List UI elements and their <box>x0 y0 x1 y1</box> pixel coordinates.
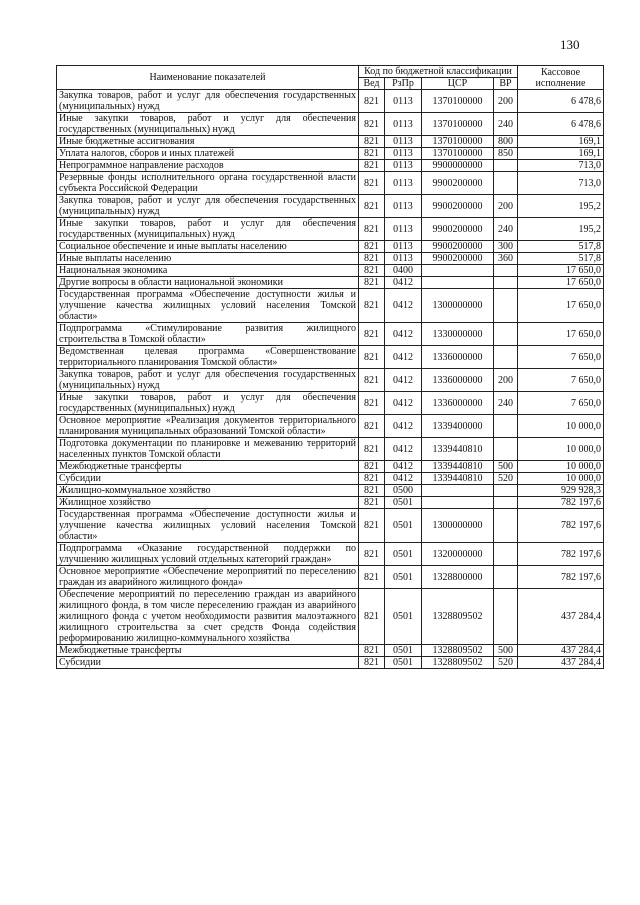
row-vr <box>494 543 518 566</box>
row-vr <box>494 497 518 509</box>
row-rzpr: 0113 <box>385 218 422 241</box>
row-ved: 821 <box>359 160 385 172</box>
table-row <box>57 253 604 265</box>
row-rzpr: 0113 <box>385 241 422 253</box>
row-name: Резервные фонды исполнительного органа государственной власти субъекта Российской Федерации <box>57 172 359 195</box>
row-sum: 195,2 <box>518 195 604 218</box>
row-rzpr: 0113 <box>385 113 422 136</box>
row-name: Субсидии <box>57 473 359 485</box>
row-csr: 9900200000 <box>422 253 494 265</box>
row-name: Жилищное хозяйство <box>57 497 359 509</box>
table-row <box>57 195 604 218</box>
row-csr: 1339440810 <box>422 438 494 461</box>
row-name: Иные закупки товаров, работ и услуг для обеспечения государственных (муниципальных) нужд <box>57 113 359 136</box>
row-vr <box>494 415 518 438</box>
row-name: Другие вопросы в области национальной экономики <box>57 277 359 289</box>
row-rzpr: 0412 <box>385 438 422 461</box>
row-name: Жилищно-коммунальное хозяйство <box>57 485 359 497</box>
row-csr: 1328800000 <box>422 566 494 589</box>
table-row <box>57 543 604 566</box>
header-csr: ЦСР <box>422 78 494 90</box>
row-csr: 1370100000 <box>422 148 494 160</box>
row-ved: 821 <box>359 265 385 277</box>
row-ved: 821 <box>359 172 385 195</box>
row-vr <box>494 509 518 543</box>
row-name: Обеспечение мероприятий по переселению граждан из аварийного жилищного фонда, в том числе переселению граждан из аварийного жилищного фонда с учетом необходимости развития малоэтажного жилищного строительства за счет средств Фонда содействия реформированию жилищно-коммунального хозяйства <box>57 589 359 645</box>
row-name: Социальное обеспечение и иные выплаты населению <box>57 241 359 253</box>
row-csr: 1370100000 <box>422 90 494 113</box>
row-rzpr: 0412 <box>385 323 422 346</box>
row-name: Национальная экономика <box>57 265 359 277</box>
row-csr: 9900200000 <box>422 195 494 218</box>
row-sum: 17 650,0 <box>518 265 604 277</box>
header-execution: Кассовое исполнение <box>518 66 604 90</box>
row-csr <box>422 265 494 277</box>
table-row <box>57 415 604 438</box>
table-row <box>57 657 604 669</box>
row-ved: 821 <box>359 509 385 543</box>
row-sum: 17 650,0 <box>518 277 604 289</box>
row-name: Иные закупки товаров, работ и услуг для обеспечения государственных (муниципальных) нужд <box>57 392 359 415</box>
row-vr: 240 <box>494 113 518 136</box>
table-row <box>57 497 604 509</box>
row-rzpr: 0113 <box>385 148 422 160</box>
table-row <box>57 172 604 195</box>
row-rzpr: 0500 <box>385 485 422 497</box>
row-sum: 6 478,6 <box>518 113 604 136</box>
row-csr: 1339440810 <box>422 473 494 485</box>
row-vr <box>494 438 518 461</box>
row-csr: 1336000000 <box>422 369 494 392</box>
row-name: Межбюджетные трансферты <box>57 645 359 657</box>
row-csr: 1328809502 <box>422 657 494 669</box>
row-sum: 169,1 <box>518 136 604 148</box>
row-csr: 1370100000 <box>422 136 494 148</box>
row-ved: 821 <box>359 657 385 669</box>
table-row <box>57 289 604 323</box>
row-csr: 9900000000 <box>422 160 494 172</box>
table-row <box>57 277 604 289</box>
row-sum: 782 197,6 <box>518 543 604 566</box>
table-row <box>57 113 604 136</box>
row-rzpr: 0412 <box>385 289 422 323</box>
row-sum: 195,2 <box>518 218 604 241</box>
row-rzpr: 0501 <box>385 657 422 669</box>
row-csr: 1320000000 <box>422 543 494 566</box>
page-number: 130 <box>560 37 580 52</box>
header-code-group: Код по бюджетной классификации <box>359 66 518 78</box>
header-name: Наименование показателей <box>57 66 359 90</box>
row-sum: 10 000,0 <box>518 415 604 438</box>
table-row <box>57 160 604 172</box>
row-ved: 821 <box>359 589 385 645</box>
row-ved: 821 <box>359 461 385 473</box>
row-sum: 10 000,0 <box>518 473 604 485</box>
row-rzpr: 0412 <box>385 369 422 392</box>
row-sum: 929 928,3 <box>518 485 604 497</box>
row-ved: 821 <box>359 497 385 509</box>
row-name: Государственная программа «Обеспечение доступности жилья и улучшение качества жилищных условий населения Томской области» <box>57 289 359 323</box>
row-ved: 821 <box>359 277 385 289</box>
row-name: Закупка товаров, работ и услуг для обеспечения государственных (муниципальных) нужд <box>57 90 359 113</box>
row-sum: 10 000,0 <box>518 438 604 461</box>
row-vr: 500 <box>494 461 518 473</box>
row-rzpr: 0501 <box>385 497 422 509</box>
row-vr <box>494 172 518 195</box>
row-ved: 821 <box>359 136 385 148</box>
row-sum: 517,8 <box>518 241 604 253</box>
row-sum: 782 197,6 <box>518 497 604 509</box>
row-vr: 520 <box>494 657 518 669</box>
row-sum: 437 284,4 <box>518 657 604 669</box>
table-row <box>57 148 604 160</box>
row-sum: 7 650,0 <box>518 369 604 392</box>
row-csr: 1328809502 <box>422 589 494 645</box>
row-vr: 240 <box>494 218 518 241</box>
row-csr: 9900200000 <box>422 241 494 253</box>
row-ved: 821 <box>359 473 385 485</box>
row-csr: 1339440810 <box>422 461 494 473</box>
row-vr: 850 <box>494 148 518 160</box>
row-sum: 713,0 <box>518 172 604 195</box>
row-ved: 821 <box>359 195 385 218</box>
row-csr: 1370100000 <box>422 113 494 136</box>
row-rzpr: 0113 <box>385 90 422 113</box>
row-rzpr: 0113 <box>385 136 422 148</box>
row-sum: 6 478,6 <box>518 90 604 113</box>
row-csr: 1300000000 <box>422 289 494 323</box>
row-vr <box>494 323 518 346</box>
row-ved: 821 <box>359 218 385 241</box>
row-csr: 9900200000 <box>422 172 494 195</box>
row-csr <box>422 485 494 497</box>
row-ved: 821 <box>359 346 385 369</box>
row-ved: 821 <box>359 113 385 136</box>
row-ved: 821 <box>359 90 385 113</box>
row-sum: 10 000,0 <box>518 461 604 473</box>
row-vr: 500 <box>494 645 518 657</box>
row-name: Закупка товаров, работ и услуг для обеспечения государственных (муниципальных) нужд <box>57 369 359 392</box>
table-row <box>57 438 604 461</box>
row-vr: 360 <box>494 253 518 265</box>
row-name: Основное мероприятие «Реализация документов территориального планирования муниципальных образований Томской области» <box>57 415 359 438</box>
row-ved: 821 <box>359 323 385 346</box>
table-row <box>57 90 604 113</box>
row-name: Иные бюджетные ассигнования <box>57 136 359 148</box>
table-row <box>57 392 604 415</box>
table-row <box>57 509 604 543</box>
table-row <box>57 265 604 277</box>
table-row <box>57 241 604 253</box>
row-csr: 1339400000 <box>422 415 494 438</box>
row-rzpr: 0113 <box>385 253 422 265</box>
row-sum: 7 650,0 <box>518 392 604 415</box>
row-name: Подпрограмма «Оказание государственной поддержки по улучшению жилищных условий отдельных категорий граждан» <box>57 543 359 566</box>
row-rzpr: 0501 <box>385 509 422 543</box>
row-ved: 821 <box>359 148 385 160</box>
row-vr: 520 <box>494 473 518 485</box>
row-vr <box>494 485 518 497</box>
row-vr: 200 <box>494 369 518 392</box>
row-vr <box>494 589 518 645</box>
row-ved: 821 <box>359 415 385 438</box>
row-rzpr: 0412 <box>385 346 422 369</box>
table-row <box>57 346 604 369</box>
row-vr: 200 <box>494 195 518 218</box>
row-rzpr: 0501 <box>385 566 422 589</box>
table-row <box>57 461 604 473</box>
row-name: Подготовка документации по планировке и межеванию территорий населенных пунктов Томской области <box>57 438 359 461</box>
table-row <box>57 473 604 485</box>
row-name: Иные выплаты населению <box>57 253 359 265</box>
row-sum: 782 197,6 <box>518 509 604 543</box>
row-csr: 1336000000 <box>422 392 494 415</box>
row-ved: 821 <box>359 438 385 461</box>
row-csr <box>422 497 494 509</box>
row-ved: 821 <box>359 543 385 566</box>
row-sum: 782 197,6 <box>518 566 604 589</box>
row-ved: 821 <box>359 645 385 657</box>
row-vr <box>494 566 518 589</box>
row-vr <box>494 346 518 369</box>
row-ved: 821 <box>359 241 385 253</box>
row-vr <box>494 265 518 277</box>
row-rzpr: 0412 <box>385 473 422 485</box>
row-rzpr: 0501 <box>385 543 422 566</box>
row-name: Межбюджетные трансферты <box>57 461 359 473</box>
row-vr: 240 <box>494 392 518 415</box>
row-name: Субсидии <box>57 657 359 669</box>
row-name: Иные закупки товаров, работ и услуг для обеспечения государственных (муниципальных) нужд <box>57 218 359 241</box>
row-ved: 821 <box>359 485 385 497</box>
row-sum: 437 284,4 <box>518 645 604 657</box>
row-csr: 9900200000 <box>422 218 494 241</box>
row-ved: 821 <box>359 369 385 392</box>
table-row <box>57 589 604 645</box>
table-body <box>57 90 604 669</box>
row-vr <box>494 277 518 289</box>
row-name: Ведомственная целевая программа «Совершенствование территориального планирования Томской области» <box>57 346 359 369</box>
row-csr: 1330000000 <box>422 323 494 346</box>
row-sum: 437 284,4 <box>518 589 604 645</box>
row-rzpr: 0412 <box>385 461 422 473</box>
table-header <box>57 66 604 90</box>
row-ved: 821 <box>359 289 385 323</box>
table-row <box>57 369 604 392</box>
row-rzpr: 0113 <box>385 172 422 195</box>
row-rzpr: 0501 <box>385 645 422 657</box>
table-row <box>57 136 604 148</box>
row-name: Подпрограмма «Стимулирование развития жилищного строительства в Томской области» <box>57 323 359 346</box>
row-ved: 821 <box>359 566 385 589</box>
row-rzpr: 0113 <box>385 195 422 218</box>
row-vr: 200 <box>494 90 518 113</box>
row-sum: 517,8 <box>518 253 604 265</box>
row-rzpr: 0412 <box>385 392 422 415</box>
budget-execution-table <box>56 65 604 669</box>
row-ved: 821 <box>359 253 385 265</box>
row-csr <box>422 277 494 289</box>
table-row <box>57 323 604 346</box>
header-vr: ВР <box>494 78 518 90</box>
table-row <box>57 218 604 241</box>
row-vr: 800 <box>494 136 518 148</box>
row-sum: 169,1 <box>518 148 604 160</box>
row-rzpr: 0501 <box>385 589 422 645</box>
row-ved: 821 <box>359 392 385 415</box>
table-row <box>57 485 604 497</box>
row-sum: 17 650,0 <box>518 289 604 323</box>
row-sum: 713,0 <box>518 160 604 172</box>
row-vr: 300 <box>494 241 518 253</box>
row-rzpr: 0412 <box>385 415 422 438</box>
row-name: Уплата налогов, сборов и иных платежей <box>57 148 359 160</box>
row-name: Основное мероприятие «Обеспечение мероприятий по переселению граждан из аварийного жилищного фонда» <box>57 566 359 589</box>
row-sum: 7 650,0 <box>518 346 604 369</box>
row-vr <box>494 289 518 323</box>
row-rzpr: 0412 <box>385 277 422 289</box>
row-rzpr: 0400 <box>385 265 422 277</box>
row-csr: 1300000000 <box>422 509 494 543</box>
table-row <box>57 645 604 657</box>
row-vr <box>494 160 518 172</box>
row-rzpr: 0113 <box>385 160 422 172</box>
row-csr: 1328809502 <box>422 645 494 657</box>
row-name: Непрограммное направление расходов <box>57 160 359 172</box>
row-sum: 17 650,0 <box>518 323 604 346</box>
header-ved: Вед <box>359 78 385 90</box>
header-rzpr: РзПр <box>385 78 422 90</box>
row-name: Государственная программа «Обеспечение доступности жилья и улучшение качества жилищных условий населения Томской области» <box>57 509 359 543</box>
row-csr: 1336000000 <box>422 346 494 369</box>
table-row <box>57 566 604 589</box>
row-name: Закупка товаров, работ и услуг для обеспечения государственных (муниципальных) нужд <box>57 195 359 218</box>
